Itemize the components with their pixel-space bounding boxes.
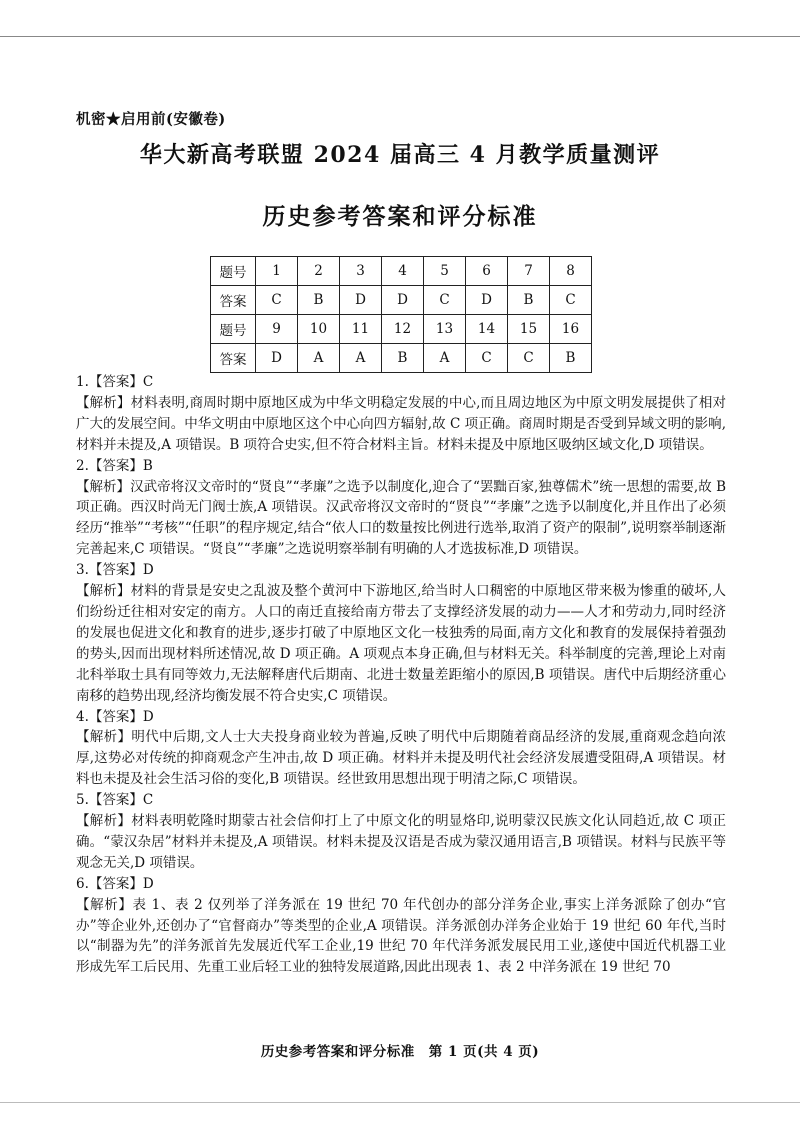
explanation-text: 【解析】明代中后期,文人士大夫投身商业较为普遍,反映了明代中后期随着商品经济的发展,重商观念趋向浓厚,这势必对传统的抑商观念产生冲击,故 D 项正确。材料并未提及明代社会经济发展遭受阻碍,A 项错误。材料也未提及社会生活习俗的变化,B 项错误。经世致用思想出现于明清之际,C 项错误。 — [76, 729, 726, 788]
answer-cell: B — [508, 286, 550, 315]
exam-title: 华大新高考联盟 2024 届高三 4 月教学质量测评 — [139, 142, 661, 168]
answer-line: 5.【答案】C — [76, 792, 154, 809]
question-number: 9 — [256, 315, 298, 344]
question-number: 2 — [298, 257, 340, 286]
explanation-text: 【解析】材料表明乾隆时期蒙古社会信仰打上了中原文化的明显烙印,说明蒙汉民族文化认同趋近,故 C 项正确。“蒙汉杂居”材料并未提及,A 项错误。材料未提及汉语是否成为蒙汉通用语言,B 项错误。材料与民族平等观念无关,D 项错误。 — [76, 813, 726, 871]
answer-cell: C — [508, 344, 550, 373]
document-subtitle: 历史参考答案和评分标准 — [262, 203, 538, 230]
question-number: 3 — [340, 257, 382, 286]
question-number: 5 — [424, 257, 466, 286]
question-block-6 — [76, 874, 726, 979]
answer-cell: C — [550, 286, 592, 315]
question-number: 7 — [508, 257, 550, 286]
page-footer: 历史参考答案和评分标准 第 1 页(共 4 页) — [260, 1044, 540, 1060]
explanation-text: 【解析】材料的背景是安史之乱波及整个黄河中下游地区,给当时人口稠密的中原地区带来极为惨重的破坏,人们纷纷迁往相对安定的南方。人口的南迁直接给南方带去了支撑经济发展的动力——人才和劳动力,同时经济的发展也促进文化和教育的进步,逐步打破了中原地区文化一枝独秀的局面,南方文化和教育的发展保持着强劲的势头,因而出现材料所述情况,故 D 项正确。A 项观点本身正确,但与材料无关。科举制度的完善,理论上对南北科举取士具有同等效力,无法解释唐代后期南、北进士数量差距缩小的原因,B 项错误。唐代中后期经济重心南移的趋势出现,经济均衡发展不符合史实,C 项错误。 — [76, 583, 726, 704]
answer-table-number-row — [211, 257, 592, 286]
top-rule — [0, 36, 800, 37]
question-number: 14 — [466, 315, 508, 344]
question-number: 1 — [256, 257, 298, 286]
answer-line: 6.【答案】D — [76, 875, 154, 892]
answer-cell: C — [424, 286, 466, 315]
answer-cell: B — [550, 344, 592, 373]
question-number: 15 — [508, 315, 550, 344]
question-number: 4 — [382, 257, 424, 286]
question-number: 13 — [424, 315, 466, 344]
answer-line: 2.【答案】B — [76, 457, 153, 474]
question-block-2 — [76, 456, 726, 561]
answer-line: 1.【答案】C — [76, 374, 154, 390]
answer-table-answer-row — [211, 286, 592, 315]
question-number: 10 — [298, 315, 340, 344]
row-label-number: 题号 — [211, 257, 256, 286]
answer-line: 4.【答案】D — [76, 708, 154, 725]
answer-explanations — [76, 372, 726, 978]
explanation-text: 【解析】材料表明,商周时期中原地区成为中华文明稳定发展的中心,而且周边地区为中原文明发展提供了相对广大的发展空间。中华文明由中原地区这个中心向四方辐射,故 C 项正确。商周时期是否受到异域文明的影响,材料并未提及,A 项错误。B 项符合史实,但不符合材料主旨。材料未提及中原地区吸纳区域文化,D 项错误。 — [76, 394, 726, 453]
answer-table-answer-row — [211, 344, 592, 373]
answer-cell: D — [256, 344, 298, 373]
answer-cell: C — [256, 286, 298, 315]
answer-cell: A — [340, 344, 382, 373]
question-block-5 — [76, 790, 726, 874]
explanation-text: 【解析】汉武帝将汉文帝时的“贤良”“孝廉”之选予以制度化,迎合了“罢黜百家,独尊儒术”统一思想的需要,故 B 项正确。西汉时尚无门阀士族,A 项错误。汉武帝将汉文帝时的“贤良”“孝廉”之选予以制度化,并且作出了必须经历“推举”“考核”“任职”的程序规定,结合“依人口的数量按比例进行选举,取消了资产的限制”,说明察举制逐渐完善起来,C 项错误。“贤良”“孝廉”之选说明察举制有明确的人才选拔标准,D 项错误。 — [76, 478, 726, 558]
bottom-rule — [0, 1102, 800, 1103]
question-number: 16 — [550, 315, 592, 344]
answer-cell: D — [340, 286, 382, 315]
answer-table-number-row — [211, 315, 592, 344]
confidential-label: 机密★启用前(安徽卷) — [76, 111, 226, 128]
row-label-number: 题号 — [211, 315, 256, 344]
answer-cell: D — [382, 286, 424, 315]
answer-cell: A — [424, 344, 466, 373]
answer-cell: A — [298, 344, 340, 373]
question-number: 8 — [550, 257, 592, 286]
answer-cell: B — [298, 286, 340, 315]
question-number: 11 — [340, 315, 382, 344]
answer-line: 3.【答案】D — [76, 562, 154, 579]
question-block-4 — [76, 707, 726, 791]
question-number: 12 — [382, 315, 424, 344]
row-label-answer: 答案 — [211, 344, 256, 373]
question-block-1 — [76, 372, 726, 456]
row-label-answer: 答案 — [211, 286, 256, 315]
answer-cell: C — [466, 344, 508, 373]
explanation-text: 【解析】表 1、表 2 仅列举了洋务派在 19 世纪 70 年代创办的部分洋务企业,事实上洋务派除了创办“官办”等企业外,还创办了“官督商办”等类型的企业,A 项错误。洋务派创办洋务企业始于 19 世纪 60 年代,当时以“制器为先”的洋务派首先发展近代军工企业,19 世纪 70 年代洋务派发展民用工业,遂使中国近代机器工业形成先军工后民用、先重工业后轻工业的独特发展道路,因此出现表 1、表 2 中洋务派在 19 世纪 70 — [76, 896, 726, 976]
answer-cell: D — [466, 286, 508, 315]
question-number: 6 — [466, 257, 508, 286]
answer-cell: B — [382, 344, 424, 373]
question-block-3 — [76, 560, 726, 706]
answer-table — [210, 256, 592, 373]
